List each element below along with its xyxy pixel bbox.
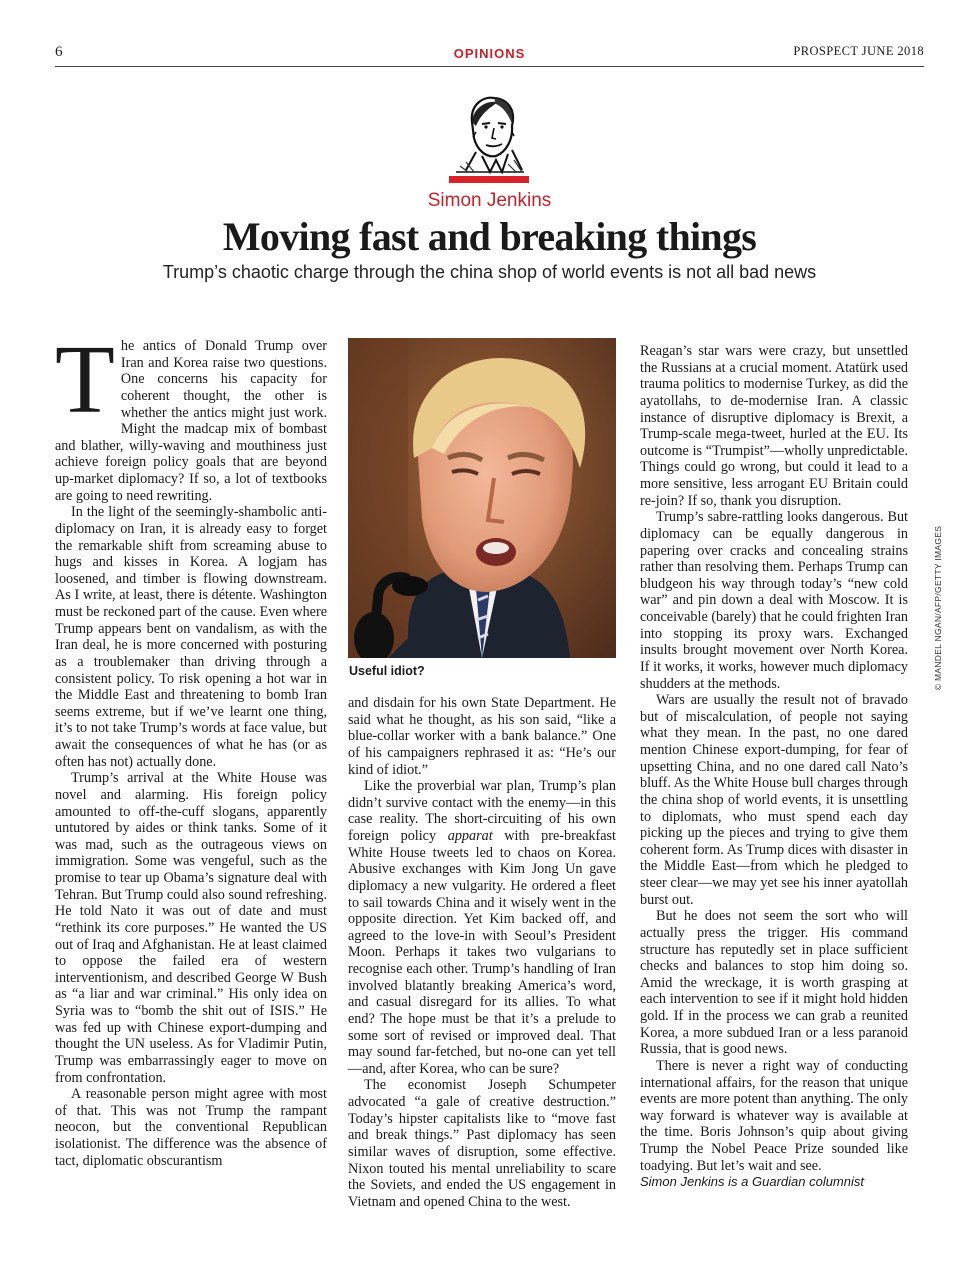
paragraph: There is never a right way of conducting international affairs, for the reason that unique events are more potent than anything. The only way forward is whatever way is available at the time. Boris Johnson’s quip about giving Trump the Nobel Peace Prize sounded like toadying. But let’s wait and see. — [640, 1057, 908, 1174]
paragraph: Trump’s arrival at the White House was novel and alarming. His foreign policy amounted to off-the-cuff slogans, apparently untutored by aides or think tanks. Some of it was mad, such as the outrageous views on immigration. Some was vengeful, such as the promise to tear up Obama’s signature deal with Tehran. But Trump could also sound refreshing. He told Nato it was out of date and must “rethink its core purposes.” He wanted the US out of Iraq and Afghanistan. He at least claimed to oppose the failed era of western interventionism, and described George W Bush as “a liar and war criminal.” His only idea on Syria was to “bomb the shit out of ISIS.” He was fed up with Chinese export-dumping and thought the UN useless. As for Vladimir Putin, Trump was embarrassingly eager to move on from confrontation. — [55, 770, 327, 1086]
paragraph: Wars are usually the result not of bravado but of miscalculation, of people not saying what they mean. In the past, no one dared mention Chinese export-dumping, for fear of upsetting China, and no one dared call Nato’s bluff. As the White House bull charges through the china shop of world events, it is unsettling to diplomats, who must spend each day picking up the pieces and trying to give them coherent form. As Trump dices with disaster in the Middle East—from which he pledged to steer clear—we may yet see his inner ayatollah burst out. — [640, 692, 908, 908]
page-number: 6 — [55, 44, 63, 60]
paragraph: and disdain for his own State Department. He said what he thought, as his son said, “like a blue-collar worker with a bank balance.” One of his campaigners rephrased it as: “He’s our kind of idiot.” — [348, 695, 616, 778]
article-column-2 — [348, 695, 616, 1210]
photo-credit: © MANDEL NGAN/AFP/GETTY IMAGES — [933, 525, 943, 691]
italic-term: apparat — [447, 828, 493, 844]
issue-label: PROSPECT JUNE 2018 — [793, 44, 924, 58]
section-label: OPINIONS — [453, 46, 526, 61]
paragraph: Trump’s sabre-rattling looks dangerous. But diplomacy can be equally dangerous in papering over cracks and concealing strains rather than resolving them. Perhaps Trump can bludgeon his way through today’s “new cold war” and pin down a deal with Moscow. It is conceivable (barely) that he could frighten Iran into stopping its proxy wars. Exchanged insults brought movement over North Korea. If it works, it works, however much diplomacy shudders at the methods. — [640, 509, 908, 692]
byline-accent-bar — [449, 176, 529, 183]
paragraph: Reagan’s star wars were crazy, but unsettled the Russians at a crucial moment. Atatürk used trauma politics to modernise Turkey, as did the ayatollahs, to de-modernise Iran. A classic instance of disruptive diplomacy is Brexit, a Trump-scale mega-tweet, hurled at the EU. Its outcome is “Trumpist”—wholly unpredictable. Things could go wrong, but could it lead to a more sensitive, less arrogant EU Britain could re-join? If so, thank you disruption. — [640, 343, 908, 509]
standfirst: Trump’s chaotic charge through the china shop of world events is not all bad news — [162, 262, 817, 282]
drop-cap: T — [55, 326, 115, 434]
author-note: Simon Jenkins is a Guardian columnist — [640, 1174, 864, 1190]
headline: Moving fast and breaking things — [222, 214, 757, 259]
article-column-3 — [640, 343, 908, 1191]
paragraph: The economist Joseph Schumpeter advocated “a gale of creative destruction.” Today’s hipster capitalists like to “move fast and break things.” Past diplomacy has seen similar waves of disruption, some effective. Nixon touted his mental unreliability to scare the Soviets, and ended the US engagement in Vietnam and opened China to the west. — [348, 1077, 616, 1210]
page-header — [55, 44, 924, 66]
paragraph: Like the proverbial war plan, Trump’s plan didn’t survive contact with the enemy—in this case reality. The short-circuiting of his own foreign policy apparat with pre-breakfast White House tweets led to chaos on Korea. Abusive exchanges with Kim Jong Un gave diplomacy a new vulgarity. He ordered a fleet to sail towards China and it wisely went in the opposite direction. Yet Kim backed off, and agreed to the love-in with Seoul’s President Moon. Perhaps it takes two vulgarians to recognise each other. Trump’s handling of Iran involved blatantly breaking America’s word, and casual disregard for its allies. To what end? The hope must be that it’s a prelude to some sort of revised or improved deal. That may sound far-fetched, but no-one can yet tell—and, after Korea, who can be sure? — [348, 778, 616, 1077]
author-portrait-illustration — [446, 92, 532, 174]
header-rule — [55, 66, 924, 67]
article-photo — [348, 338, 616, 658]
paragraph: In the light of the seemingly-shambolic anti-diplomacy on Iran, it is already easy to forget the remarkable shift from screaming abuse to hugs and kisses in Korea. A logjam has loosened, and timber is flowing downstream. As I write, at least, there is détente. Washington must be reckoned part of the cause. Even where Trump appears bent on vandalism, as with the Iran deal, he is more concerned with posturing as a troublemaker than driving through a consistent policy. To risk opening a hot war in the Middle East and threatening to bomb Iran seems extreme, but if we’ve learnt one thing, it’s to not take Trump’s words at face value, but await the consequences of what he has (or as often has not) actually done. — [55, 504, 327, 770]
trump-photo-image — [348, 338, 616, 658]
photo-caption: Useful idiot? — [349, 664, 425, 678]
article-column-1 — [55, 326, 327, 1169]
paragraph: The antics of Donald Trump over Iran and Korea raise two questions. One concerns his capacity for coherent thought, the other is whether the antics might just work. Might the madcap mix of bombast and blather, willy-waving and mouthiness just achieve foreign policy goals that are beyond up-market diplomacy? If so, a lot of textbooks are going to need rewriting. — [55, 326, 327, 504]
author-byline: Simon Jenkins — [427, 190, 552, 211]
paragraph: A reasonable person might agree with most of that. This was not Trump the rampant neocon, but the conventional Republican isolationist. The difference was the absence of tact, diplomatic obscurantism — [55, 1086, 327, 1169]
paragraph: But he does not seem the sort who will actually press the trigger. His command structure has reputedly set in place sufficient checks and balances to stop him doing so. Amid the wreckage, it is worth grasping at each intervention to see if it might hold hidden gold. If in the process we can grab a reunited Korea, a more subdued Iran or a less paranoid Russia, that is good news. — [640, 908, 908, 1058]
